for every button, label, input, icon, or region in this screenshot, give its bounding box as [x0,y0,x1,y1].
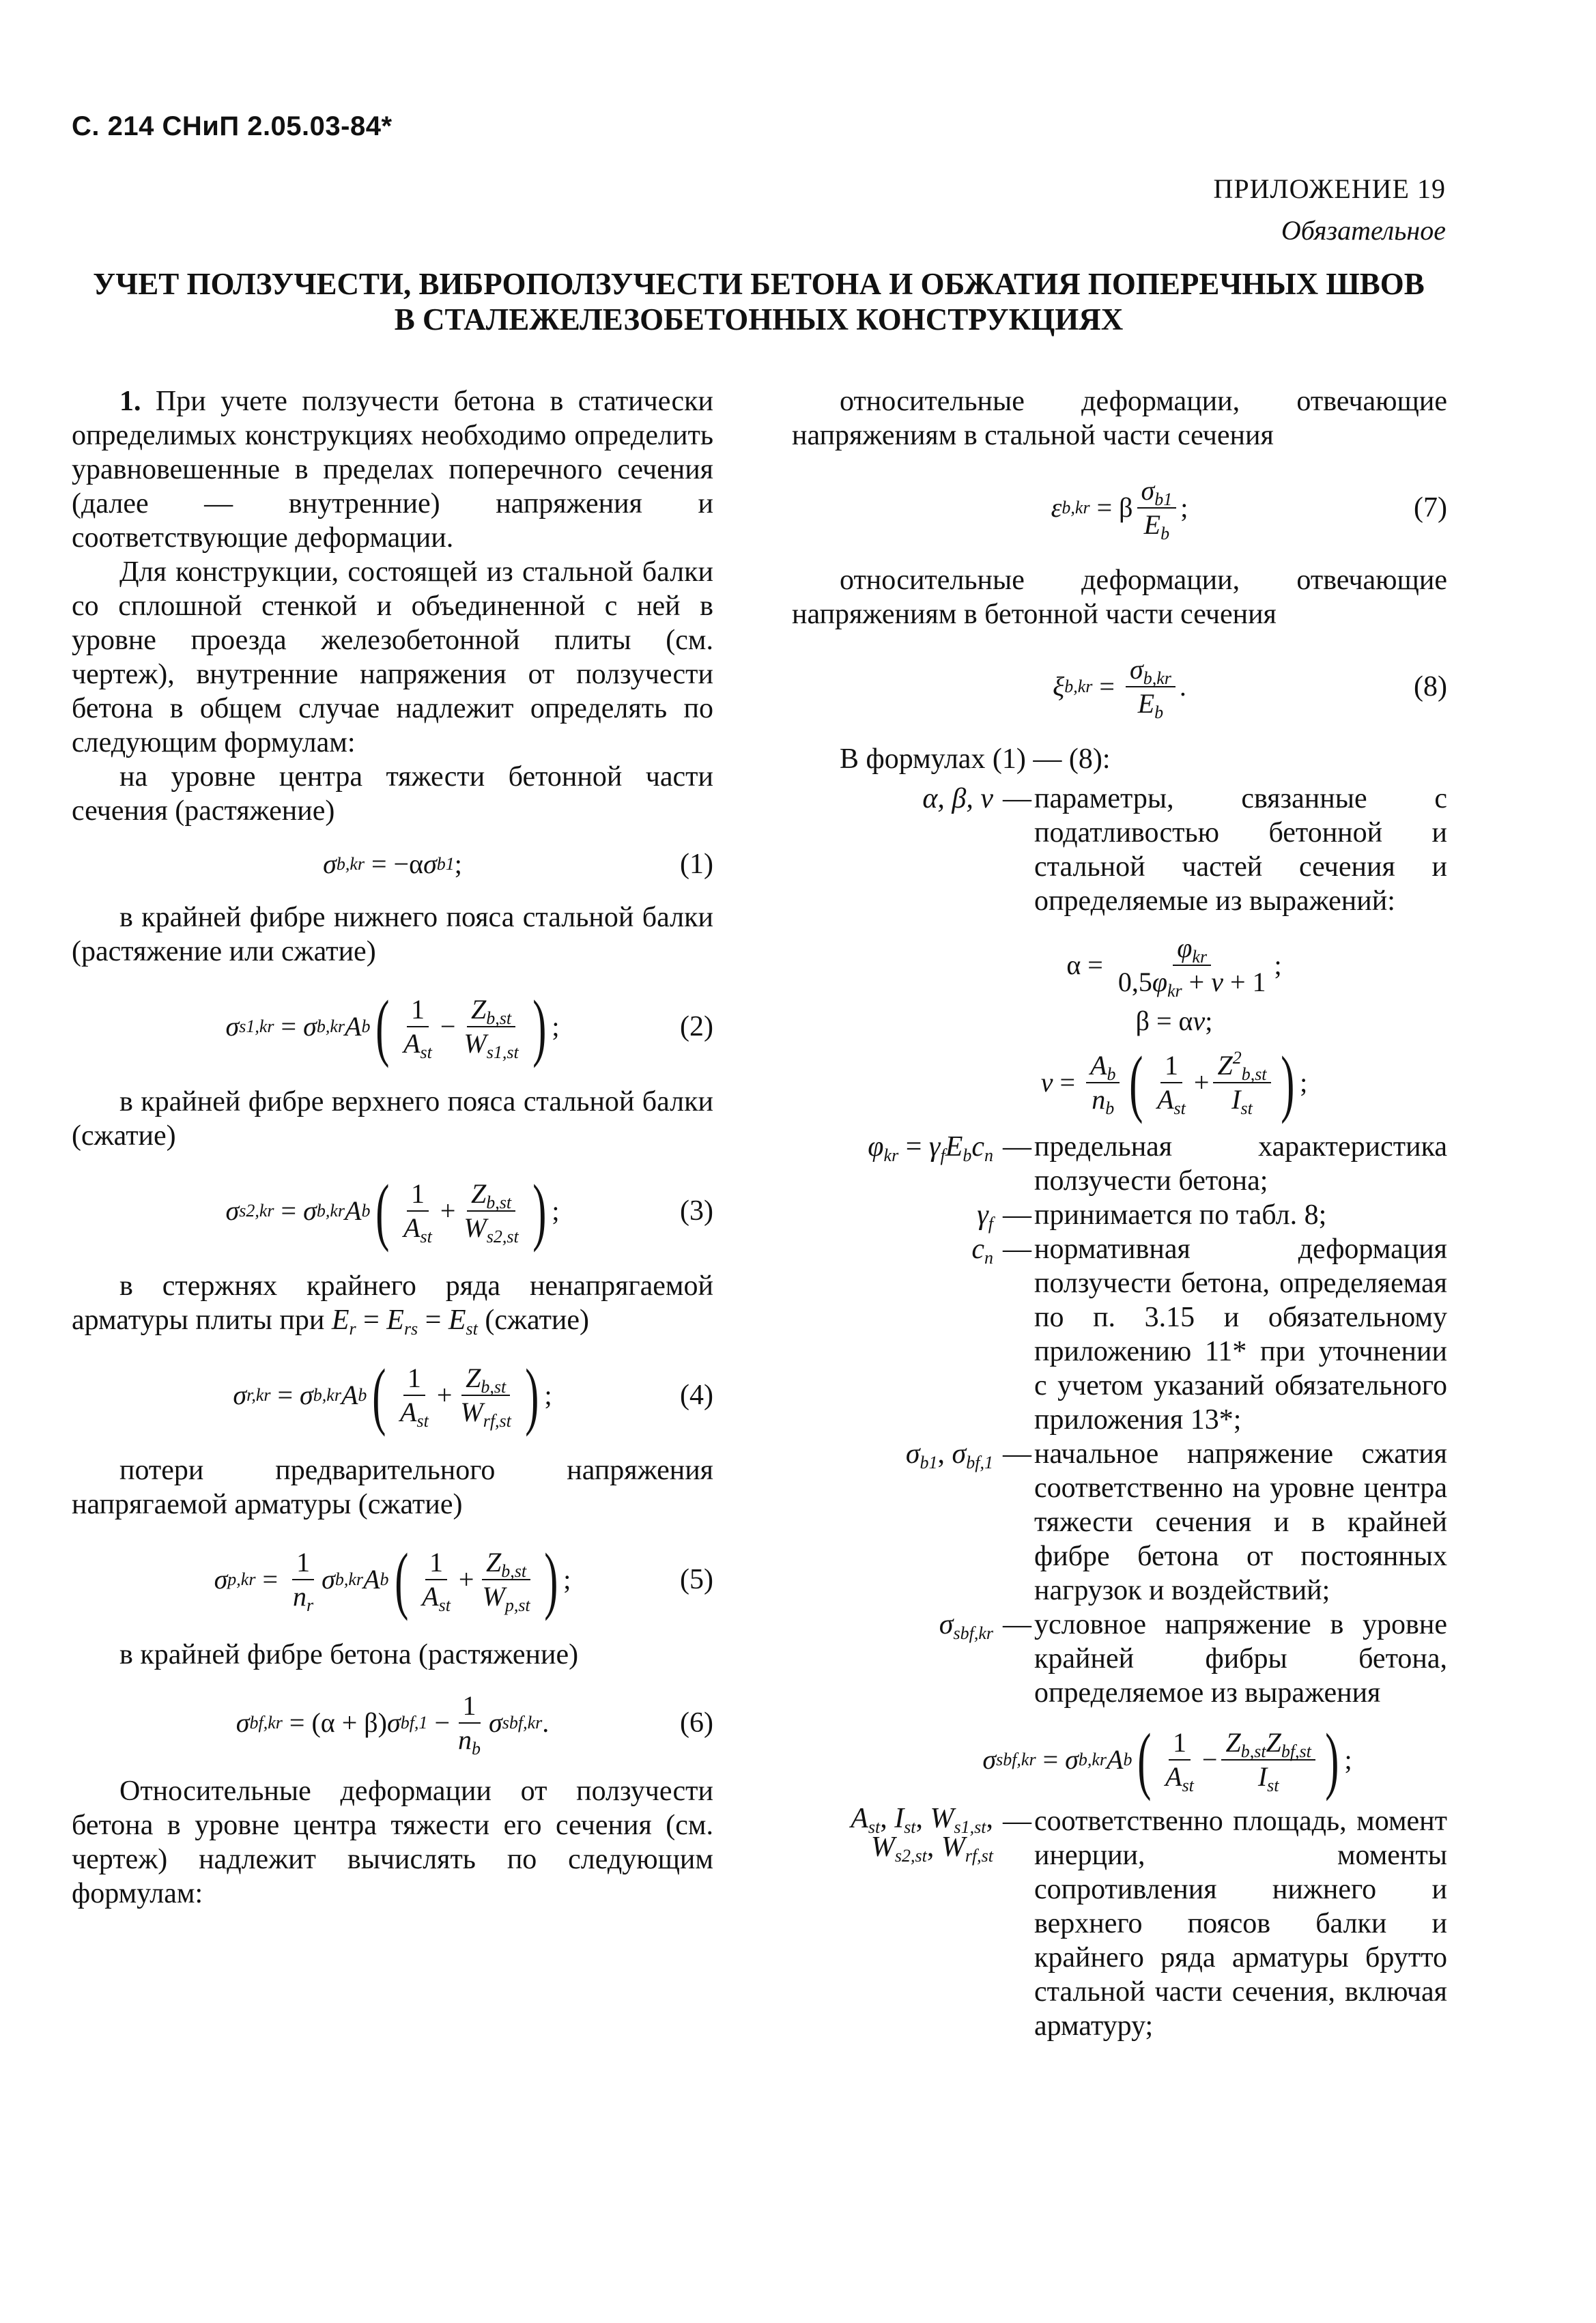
mandatory-label: Обязательное [1281,215,1446,246]
definition-symbol: α, β, ν [922,783,993,814]
definition-cn: $c_n$ — нормативная деформация ползучести бетона, определяемая по п. 3.15 и обязательному приложению 11* при уточнении с учетом указаний обязательного приложения 13*; [792,1232,1447,1437]
formula-7-body: ε b,kr = β $\frac{\sigma_{b1}}{E_b}$ ; [1051,475,1188,543]
definition-text: нормативная деформация ползучести бетона, определяемая по п. 3.15 и обязательному приложению 11* при уточнении с учетом указаний обязательного приложения 13*; [1034,1234,1447,1436]
appendix-label: ПРИЛОЖЕНИЕ 19 [1213,173,1446,204]
paragraph-6: в стержнях крайнего ряда ненапрягаемой арматуры плиты при $E_r = E_{rs} = E_{st}$ (сжатие) [72,1270,713,1339]
definition-symbol: $A_{st}$, $I_{st}$, $W_{s1,st}$, $W_{s2,st}$, $W_{rf,st}$ [851,1803,993,1866]
paragraph-3: на уровне центра тяжести бетонной части сечения (растяжение) [72,761,713,827]
definition-symbol: $\sigma_{sbf,kr}$ [939,1609,993,1643]
definition-sigma-sbf: $\sigma_{sbf,kr}$ — условное напряжение в уровне крайней фибры бетона, определяемое из выражения [792,1608,1447,1710]
definition-text: принимается по табл. 8; [1034,1199,1327,1231]
formula-sigma-sbf: σ sbf,kr = σ b,kr A b ( $\frac{1}{A_{st}}$ − $\frac{Z_{b,st}Z_{bf,st}}{I_{st}}$ ) ; [982,1718,1352,1801]
formula-8 [792,654,1447,722]
right-paragraph-3: В формулах (1) — (8): [840,743,1111,775]
paragraph-9: Относительные деформации от ползучести бетона в уровне центра тяжести его сечения (см. чертеж) надлежит вычислять по следующим формулам: [72,1776,713,1909]
title-line-1: УЧЕТ ПОЛЗУЧЕСТИ, ВИБРОПОЛЗУЧЕСТИ БЕТОНА И ОБЖАТИЯ ПОПЕРЕЧНЫХ ШВОВ [93,267,1425,301]
page-header: С. 214 СНиП 2.05.03-84* [72,111,393,141]
left-column [72,384,713,1911]
paragraph-2: Для конструкции, состоящей из стальной балки со сплошной стенкой и объединенной с ней в уровне проезда железобетонной плиты (см. чертеж), внутренние напряжения от ползучести бетона в общем случае надлежит определять по следующим формулам: [72,556,713,758]
formula-5 [72,1538,713,1621]
formula-6 [72,1690,713,1758]
paragraph-7: потери предварительного напряжения напрягаемой арматуры (сжатие) [72,1455,713,1520]
paragraph-number: 1. [119,386,141,417]
definition-symbol: $\gamma_f$ [977,1199,993,1234]
definition-text: предельная характеристика ползучести бетона; [1034,1131,1447,1197]
paragraph-8: в крайней фибре бетона (растяжение) [119,1639,579,1670]
right-paragraph-2: относительные деформации, отвечающие напряжениям в бетонной части сечения [792,565,1447,630]
definition-text: условное напряжение в уровне крайней фибры бетона, определяемое из выражения [1034,1609,1447,1709]
definition-section-properties: $A_{st}$, $I_{st}$, $W_{s1,st}$, $W_{s2,st}$, $W_{rf,st}$ — соответственно площадь, момент инерции, моменты сопротивления нижнего и верхнего поясов балки и крайнего ряда арматуры брутто стальной части сечения, включая арматуру; [792,1804,1447,2043]
formula-3 [72,1169,713,1253]
formula-6-body: σ bf,kr = (α + β) σ bf,1 − $\frac{1}{n_b}$ σ sbf,kr . [236,1690,550,1758]
formula-nu: ν = $\frac{A_b}{n_b}$ ( $\frac{1}{A_{st}}$ + $\frac{Z^2_{b,st}}{I_{st}}$ ) ; [1040,1041,1308,1124]
equation-number-3: (3) [680,1195,713,1227]
definitions-list [792,782,1447,2043]
definition-text: начальное напряжение сжатия соответственно на уровне центра тяжести сечения и в крайней фибре бетона от постоянных нагрузок и воздействий; [1034,1438,1447,1606]
equation-number-2: (2) [680,1011,713,1042]
paragraph-5: в крайней фибре верхнего пояса стальной балки (сжатие) [72,1086,713,1152]
equation-number-4: (4) [680,1380,713,1411]
definition-symbol: $\sigma_{b1}$, $\sigma_{bf,1}$ [905,1438,993,1472]
formula-2-body: σ s1,kr = σ b,kr A b ( $\frac{1}{A_{st}}$ − $\frac{Z_{b,st}}{W_{s1,st}}$ ) ; [225,985,560,1068]
equation-number-6: (6) [680,1707,713,1739]
right-column [792,384,1447,2043]
paragraph-4: в крайней фибре нижнего пояса стальной балки (растяжение или сжатие) [72,902,713,967]
definition-phi: $\varphi_{kr} = \gamma_fE_bc_n$ — предельная характеристика ползучести бетона; [792,1130,1447,1198]
paragraph-1: 1. При учете ползучести бетона в статически определимых конструкциях необходимо определить уравновешенные в пределах поперечного сечения (далее — внутренние) напряжения и соответствующие деформации. [72,386,713,554]
equation-number-1: (1) [680,849,713,880]
formula-8-body: ξ b,kr = $\frac{\sigma_{b,kr}}{E_b}$ . [1053,654,1186,722]
formula-3-body: σ s2,kr = σ b,kr A b ( $\frac{1}{A_{st}}$ + $\frac{Z_{b,st}}{W_{s2,st}}$ ) ; [225,1169,560,1253]
equation-number-8: (8) [1414,671,1447,702]
formula-4 [72,1354,713,1437]
formula-4-body: σ r,kr = σ b,kr A b ( $\frac{1}{A_{st}}$ + $\frac{Z_{b,st}}{W_{rf,st}}$ ) ; [233,1354,552,1437]
formula-2 [72,985,713,1068]
definition-text: соответственно площадь, момент инерции, моменты сопротивления нижнего и верхнего поясов балки и крайнего ряда арматуры брутто стальной части сечения, включая арматуру; [1034,1806,1447,2042]
document-title [72,266,1446,337]
definition-symbol: $c_n$ [971,1234,993,1268]
formula-beta: β = α ν ; [1135,1006,1213,1036]
definition-sigma-b1: $\sigma_{b1}$, $\sigma_{bf,1}$ — начальное напряжение сжатия соответственно на уровне центра тяжести сечения и в крайней фибре бетона от постоянных нагрузок и воздействий; [792,1437,1447,1608]
formula-7 [792,475,1447,543]
definition-alpha-beta-nu: α, β, ν — параметры, связанные с податливостью бетонной и стальной частей сечения и определяемые из выражений: [792,782,1447,918]
definition-gamma: $\gamma_f$ — принимается по табл. 8; [792,1198,1447,1232]
equation-number-7: (7) [1414,492,1447,524]
definition-symbol: $\varphi_{kr} = \gamma_fE_bc_n$ [868,1131,993,1165]
equation-number-5: (5) [680,1564,713,1595]
formula-alpha: α = $\frac{\varphi_{kr}}{0,5\varphi_{kr} + \nu + 1}$ ; [1066,932,1282,1001]
title-line-2: В СТАЛЕЖЕЛЕЗОБЕТОННЫХ КОНСТРУКЦИЯХ [394,302,1124,337]
right-paragraph-1: относительные деформации, отвечающие напряжениям в стальной части сечения [792,386,1447,451]
formula-1 [72,847,713,881]
formula-5-body: σ p,kr = $\frac{1}{n_r}$ σ b,kr A b ( $\frac{1}{A_{st}}$ + $\frac{Z_{b,st}}{W_{p,st}}$ ) ; [214,1538,571,1621]
formula-1-body: σ b,kr = −α σ b1 ; [323,849,462,879]
definition-text: параметры, связанные с податливостью бетонной и стальной частей сечения и определяемые из выражений: [1034,783,1447,917]
